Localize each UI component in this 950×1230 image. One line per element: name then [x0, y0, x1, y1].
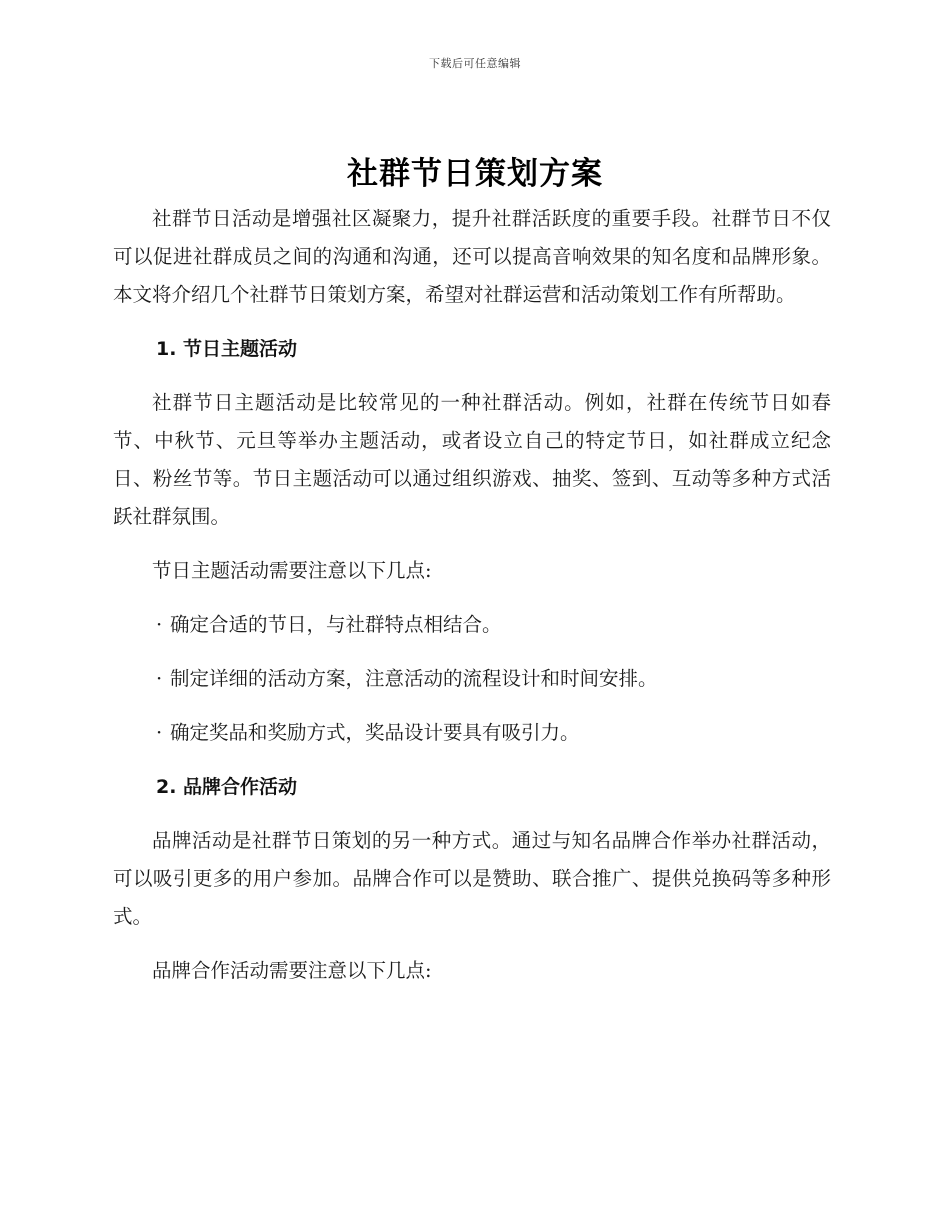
document-title: 社群节日策划方案	[347, 156, 603, 192]
bullet-dot: ·	[156, 613, 163, 636]
section-1-bullet	[113, 606, 831, 644]
section-1-bullet	[113, 660, 831, 698]
section-1-bullet	[113, 714, 831, 752]
header-note: 下载后可任意编辑	[429, 57, 521, 70]
bullet-dot: ·	[156, 667, 163, 690]
section-2-paragraph: 品牌活动是社群节日策划的另一种方式。通过与知名品牌合作举办社群活动，可以吸引更多的用户参加。品牌合作可以是赞助、联合推广、提供兑换码等多种形式。	[113, 829, 831, 928]
document-body	[113, 200, 831, 990]
section-heading-2: 2. 品牌合作活动	[156, 776, 298, 798]
bullet-dot: ·	[156, 721, 163, 744]
intro-paragraph: 社群节日活动是增强社区凝聚力，提升社群活跃度的重要手段。社群节日不仅可以促进社群成员之间的沟通和沟通，还可以提高音响效果的知名度和品牌形象。本文将介绍几个社群节日策划方案，希望对社群运营和活动策划工作有所帮助。	[113, 207, 831, 306]
section-heading-1: 1. 节日主题活动	[156, 338, 298, 360]
section-2-notes-intro: 品牌合作活动需要注意以下几点:	[152, 959, 432, 982]
section-1-notes-intro: 节日主题活动需要注意以下几点:	[152, 559, 432, 582]
bullet-text: 制定详细的活动方案，注意活动的流程设计和时间安排。	[170, 667, 658, 690]
bullet-text: 确定奖品和奖励方式，奖品设计要具有吸引力。	[170, 721, 580, 744]
bullet-text: 确定合适的节日，与社群特点相结合。	[170, 613, 502, 636]
section-1-paragraph: 社群节日主题活动是比较常见的一种社群活动。例如，社群在传统节日如春节、中秋节、元旦等举办主题活动，或者设立自己的特定节日，如社群成立纪念日、粉丝节等。节日主题活动可以通过组织游戏、抽奖、签到、互动等多种方式活跃社群氛围。	[113, 391, 831, 528]
